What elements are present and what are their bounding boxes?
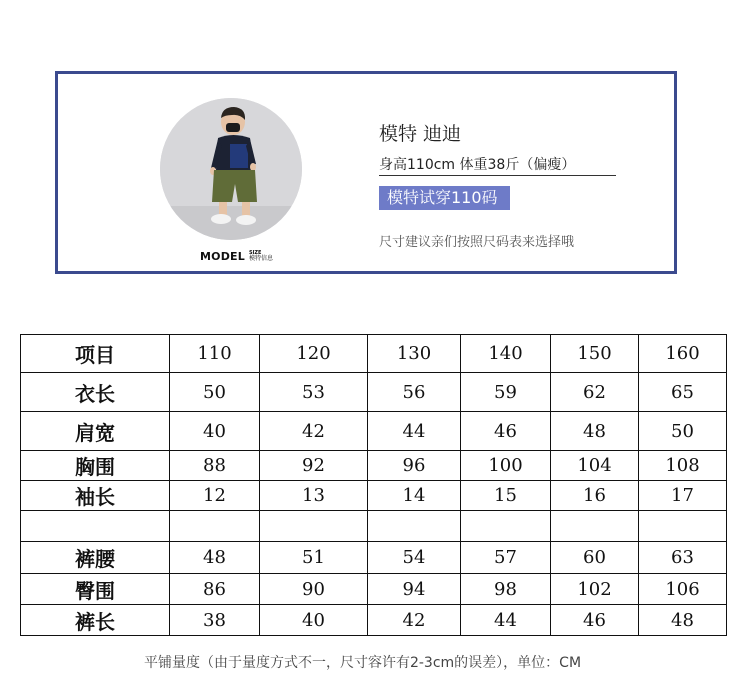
table-cell: 肩宽 (21, 412, 170, 451)
table-row (21, 373, 727, 412)
table-row (21, 574, 727, 605)
table-cell: 50 (639, 412, 727, 451)
table-cell: 14 (368, 481, 461, 511)
table-cell: 63 (639, 542, 727, 574)
table-row (21, 451, 727, 481)
table-cell: 16 (551, 481, 639, 511)
table-cell: 96 (368, 451, 461, 481)
table-cell: 17 (639, 481, 727, 511)
table-cell: 60 (551, 542, 639, 574)
table-cell: 46 (461, 412, 551, 451)
model-brand-label (200, 250, 273, 263)
table-cell: 40 (170, 412, 260, 451)
model-info-card (55, 71, 677, 274)
table-cell: 94 (368, 574, 461, 605)
table-cell: 38 (170, 605, 260, 636)
table-header-cell: 120 (260, 335, 368, 373)
table-cell: 56 (368, 373, 461, 412)
table-row (21, 412, 727, 451)
measurement-footnote: 平铺量度（由于量度方式不一，尺寸容许有2-3cm的误差），单位：CM (143, 655, 582, 671)
table-cell: 12 (170, 481, 260, 511)
table-cell: 100 (461, 451, 551, 481)
table-cell (461, 511, 551, 542)
table-cell: 15 (461, 481, 551, 511)
table-cell (639, 511, 727, 542)
table-cell: 102 (551, 574, 639, 605)
table-cell: 裤长 (21, 605, 170, 636)
table-cell: 88 (170, 451, 260, 481)
brand-sub (249, 251, 273, 262)
model-divider (379, 175, 616, 176)
table-cell: 86 (170, 574, 260, 605)
table-header-cell: 150 (551, 335, 639, 373)
table-cell (170, 511, 260, 542)
model-name: 模特 迪迪 (379, 123, 462, 145)
table-cell (21, 511, 170, 542)
model-stats: 身高110cm 体重38斤（偏瘦） (379, 157, 576, 173)
table-cell: 50 (170, 373, 260, 412)
table-cell: 胸围 (21, 451, 170, 481)
table-cell: 衣长 (21, 373, 170, 412)
table-header-cell: 130 (368, 335, 461, 373)
table-cell: 42 (260, 412, 368, 451)
brand-main-text: MODEL (200, 250, 245, 263)
table-row (21, 481, 727, 511)
table-cell: 裤腰 (21, 542, 170, 574)
table-cell: 42 (368, 605, 461, 636)
table-row (21, 542, 727, 574)
model-size-note: 尺寸建议亲们按照尺码表来选择哦 (379, 235, 575, 250)
size-table (20, 334, 727, 636)
table-cell: 44 (461, 605, 551, 636)
table-cell (368, 511, 461, 542)
table-cell: 48 (639, 605, 727, 636)
table-header-cell: 140 (461, 335, 551, 373)
table-cell: 108 (639, 451, 727, 481)
table-cell: 54 (368, 542, 461, 574)
table-cell: 90 (260, 574, 368, 605)
table-cell: 46 (551, 605, 639, 636)
table-header-cell: 110 (170, 335, 260, 373)
table-cell (260, 511, 368, 542)
model-size-badge: 模特试穿110码 (379, 186, 510, 210)
table-cell: 48 (551, 412, 639, 451)
table-row-empty (21, 511, 727, 542)
table-cell: 65 (639, 373, 727, 412)
table-cell (551, 511, 639, 542)
table-cell: 袖长 (21, 481, 170, 511)
size-table-body (21, 335, 727, 636)
table-cell: 104 (551, 451, 639, 481)
table-cell: 59 (461, 373, 551, 412)
brand-info-text: 模特信息 (248, 255, 273, 262)
table-cell: 98 (461, 574, 551, 605)
brand-size-text: SIZE (248, 250, 262, 256)
table-cell: 44 (368, 412, 461, 451)
model-photo (160, 98, 302, 240)
table-header-cell: 160 (639, 335, 727, 373)
model-photo-illustration (160, 98, 302, 240)
table-cell: 62 (551, 373, 639, 412)
table-cell: 92 (260, 451, 368, 481)
table-header-cell: 项目 (21, 335, 170, 373)
table-row (21, 605, 727, 636)
table-cell: 13 (260, 481, 368, 511)
table-header-row (21, 335, 727, 373)
table-cell: 48 (170, 542, 260, 574)
table-cell: 臀围 (21, 574, 170, 605)
table-cell: 57 (461, 542, 551, 574)
table-cell: 40 (260, 605, 368, 636)
table-cell: 53 (260, 373, 368, 412)
table-cell: 106 (639, 574, 727, 605)
table-cell: 51 (260, 542, 368, 574)
